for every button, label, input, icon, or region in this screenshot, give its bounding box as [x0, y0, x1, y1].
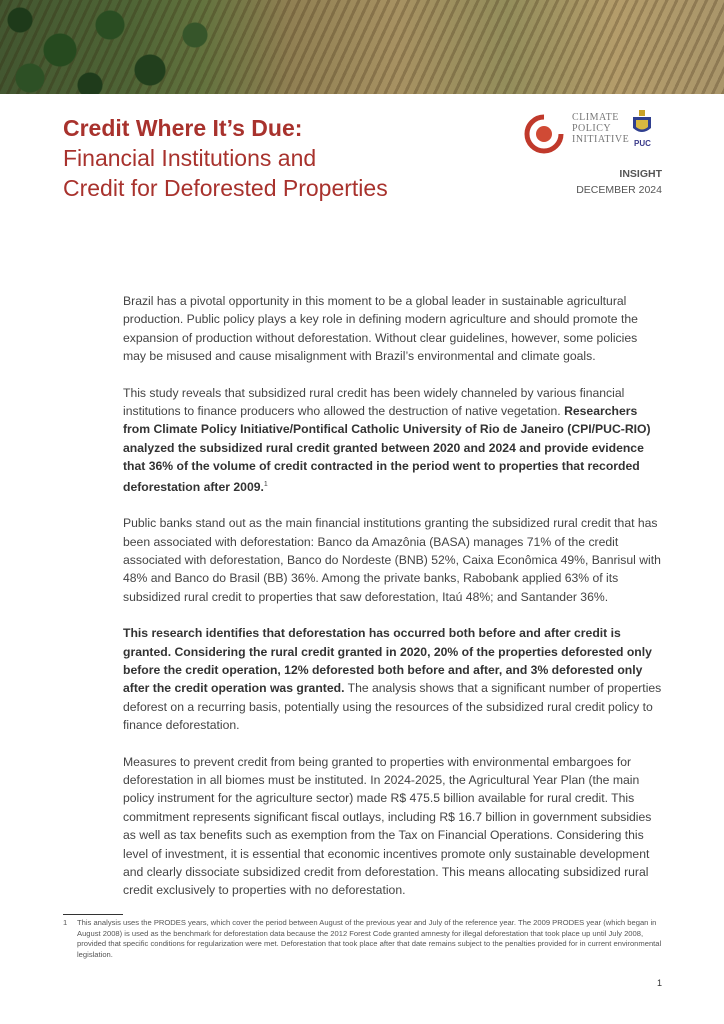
- footnote: [63, 918, 663, 960]
- paragraph-2: This study reveals that subsidized rural credit has been widely channeled by various financial institutions to finance producers who allowed the destruction of native vegetation. Researchers from Climate Policy Initiative/Pontifical Catholic University of Rio de Janeiro (CPI/PUC-RIO) analyzed the subsidized rural credit granted between 2020 and 2024 and provide evidence that 36% of the volume of credit contracted in the period went to properties that recorded deforestation after 2009.$^1$: [123, 385, 651, 494]
- logo-text-initiative: INITIATIVE: [572, 134, 630, 145]
- page-number: 1: [656, 978, 662, 988]
- footnote-divider: [63, 914, 123, 915]
- paragraph-5: Measures to prevent credit from being granted to properties with environmental embargoes for deforestation in all biomes must be instituted. In 2024-2025, the Agricultural Year Plan (the main policy instrument for the agriculture sector) made R$ 475.5 billion available for rural credit. This commitment represents significant fiscal outlays, including R$ 16.7 billion in government subsidies as well as tax benefits such as exemption from the Tax on Financial Operations. Considering this level of investment, it is essential that economic incentives promote only sustainable development and clearly dissociate subsidized credit from deforestation. This means allocating subsidized rural credit exclusively to properties with no deforestation.: [123, 754, 652, 898]
- footnote-ref[interactable]: 1: [263, 480, 268, 488]
- paragraph-4: This research identifies that deforestation has occurred both before and after credit is granted. Considering the rural credit granted in 2020, 20% of the properties deforested only before the credit operation, 12% deforested both before and after, and 3% deforested only after the credit operation was granted. The analysis shows that a significant number of properties deforest on a recurring basis, potentially using the resources of the subsidized rural credit policy to finance deforestation.: [123, 626, 662, 733]
- logo-text-climate: CLIMATE: [572, 112, 619, 123]
- logo-text-policy: POLICY: [572, 123, 612, 134]
- puc-crest-icon: [630, 110, 654, 138]
- paragraph-1: Brazil has a pivotal opportunity in this moment to be a global leader in sustainable agricultural production. Public policy plays a key role in defining modern agriculture and should promote the expansion of production without deforestation. Without clear guidelines, however, some policies may be misused and cause misalignment with Brazil’s environmental and climate goals.: [123, 294, 638, 364]
- aerial-photo-banner: [0, 0, 724, 94]
- body-text: [123, 292, 663, 918]
- title-line-1: Credit Where It’s Due:: [63, 115, 303, 141]
- title-line-2: Financial Institutions and: [63, 145, 317, 171]
- insight-label: INSIGHT: [619, 168, 662, 180]
- document-meta: [576, 166, 662, 198]
- cpi-logo: [522, 110, 662, 160]
- publication-date: DECEMBER 2024: [576, 184, 662, 196]
- report-title: [63, 113, 388, 203]
- footnote-number: 1: [63, 918, 68, 927]
- title-line-3: Credit for Deforested Properties: [63, 175, 388, 201]
- footnote-text: This analysis uses the PRODES years, which cover the period between August of the previous year and July of the reference year. The 2009 PRODES year (which began in August 2008) is used as the benchmark for deforestation data because the 2012 Forest Code granted amnesty for illegal deforestation that took place up until July 2008, provided that specific conditions for regularization were met. Deforestation that took place after that date remains subject to the penalties provided for in current environmental legislation.: [77, 918, 662, 959]
- cpi-circle-icon: [522, 112, 566, 156]
- puc-label: PUC: [634, 139, 651, 148]
- paragraph-3: Public banks stand out as the main financial institutions granting the subsidized rural credit that has been associated with deforestation: Banco da Amazônia (BASA) manages 71% of the credit associated with deforestation, Banco do Nordeste (BNB) 52%, Caixa Econômica 49%, Banrisul with 48% and Banco do Brasil (BB) 36%. Among the private banks, Rabobank applied 63% of its subsidized rural credit to properties that saw deforestation, Itaú 48%; and Santander 36%.: [123, 516, 661, 604]
- forest-canopy: [0, 0, 260, 94]
